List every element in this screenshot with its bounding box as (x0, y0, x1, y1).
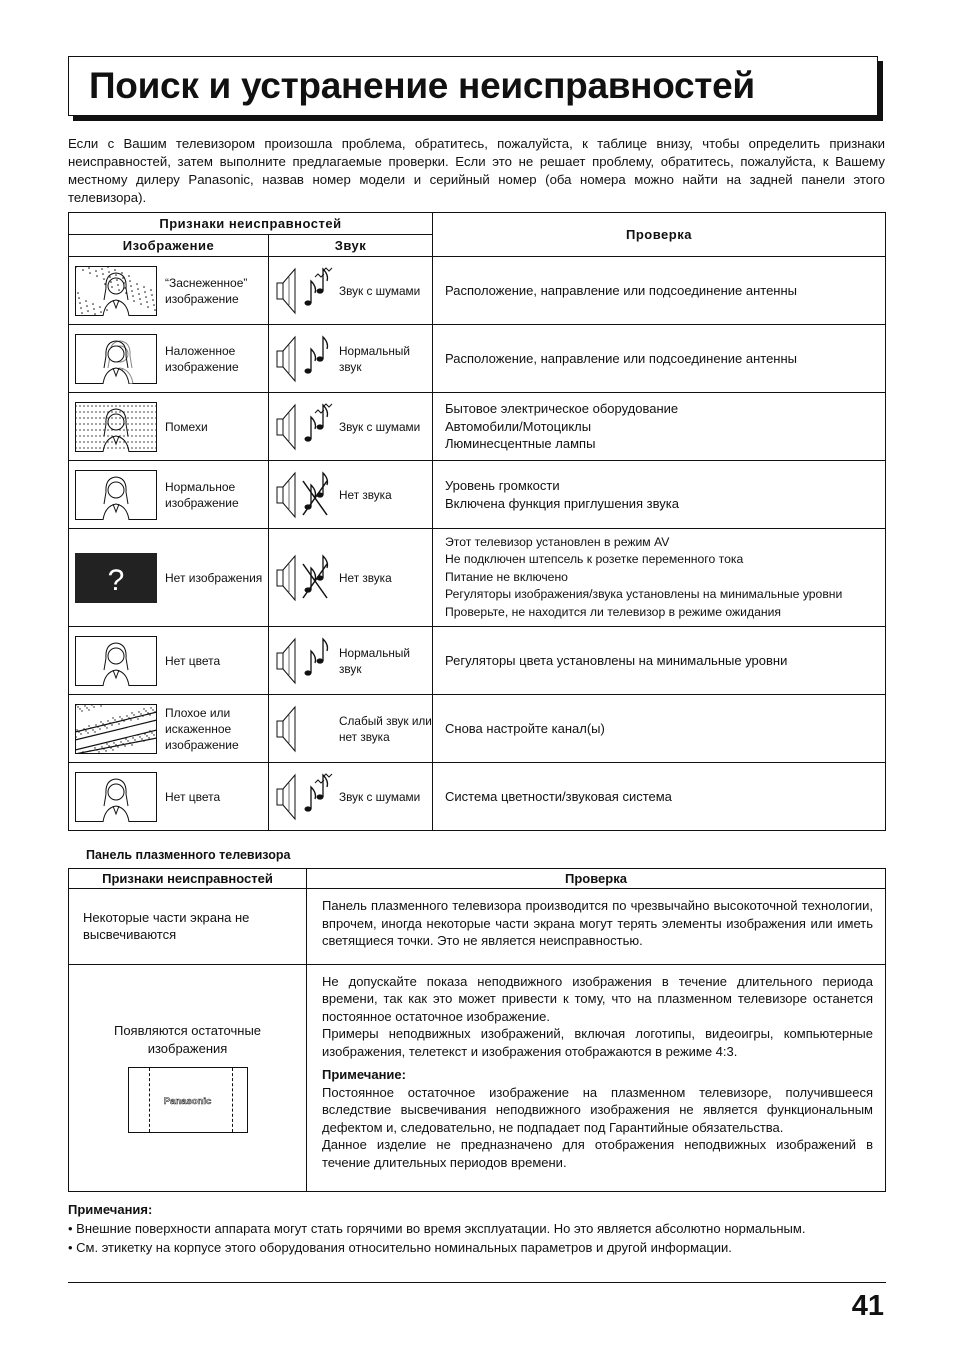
symptom-text: Некоторые части экрана не высвечиваются (83, 909, 250, 943)
normal-sound-icon (275, 331, 335, 387)
sound-label: Слабый звук или нет звука (339, 713, 432, 744)
notes (68, 1200, 805, 1257)
picture-label: Нет цвета (165, 789, 221, 804)
normal-picture-icon (75, 772, 157, 822)
noisy-sound-icon (275, 769, 335, 825)
troubleshooting-table (68, 212, 886, 831)
intro-paragraph: Если с Вашим телевизором произошла проблема, обратитесь, пожалуйста, к таблице внизу, чтобы определить признаки неисправностей, затем выполните предлагаемые проверки. Если это не решает проблему, обратитесь, пожалуйста, к Вашему местному дилеру Panasonic, назвав номер модели и серийный номер (оба номера можно найти на задней панели этого телевизора). (68, 136, 885, 205)
picture-label: “Заснеженное” изображение (165, 275, 248, 306)
table-row (69, 529, 886, 627)
sound-label: Нормальный звук (339, 343, 410, 374)
sound-label: Звук с шумами (339, 283, 421, 298)
plasma-table (68, 868, 886, 1192)
picture-cell (69, 763, 269, 831)
check-cell (433, 325, 886, 393)
check-item: Проверьте, не находится ли телевизор в режиме ожидания (445, 604, 782, 619)
ghost-picture-icon (75, 334, 157, 384)
check-item: Система цветности/звуковая система (445, 788, 672, 804)
picture-label: Плохое или искаженное изображение (165, 705, 239, 752)
weak-sound-icon (275, 701, 335, 757)
sound-cell (269, 529, 433, 627)
sound-cell (269, 763, 433, 831)
check-item: Регуляторы цвета установлены на минимальные уровни (445, 652, 788, 668)
plasma-header-symptoms: Признаки неисправностей (69, 869, 307, 889)
check-paragraph: Примеры неподвижных изображений, включая логотипы, видеоигры, компьютерные изображения, телетекст и изображения отображаются в режиме 4:3. (322, 1026, 873, 1059)
sound-cell (269, 393, 433, 461)
note-paragraph: Постоянное остаточное изображение на плазменном телевизоре, получившееся вследствие высвечивания неподвижного изображения не является функциональным дефектом и, следовательно, не подпадает под Гарантийные обязательства. (322, 1084, 873, 1135)
table-row (69, 393, 886, 461)
symptom-text: Появляются остаточные изображения (113, 1023, 262, 1056)
table-row (69, 325, 886, 393)
sound-cell (269, 461, 433, 529)
check-cell (433, 763, 886, 831)
check-cell (433, 257, 886, 325)
snowy-picture-icon (75, 266, 157, 316)
no-picture-icon (75, 553, 157, 603)
note-paragraph: Данное изделие не предназначено для отображения неподвижных изображений в течение длительных периодов времени. (322, 1137, 873, 1170)
check-item: Люминесцентные лампы (445, 436, 596, 452)
picture-cell (69, 529, 269, 627)
check-item: Автомобили/Мотоциклы (445, 418, 592, 434)
table-row (69, 763, 886, 831)
picture-cell (69, 325, 269, 393)
check-cell (433, 461, 886, 529)
svg-text:?: ? (107, 563, 125, 597)
plasma-caption: Панель плазменного телевизора (86, 848, 291, 862)
sound-cell (269, 695, 433, 763)
picture-cell (69, 627, 269, 695)
interference-picture-icon (75, 402, 157, 452)
check-cell (433, 393, 886, 461)
check-item: Бытовое электрическое оборудование (445, 401, 679, 417)
normal-picture-icon (75, 470, 157, 520)
note-item: • Внешние поверхности аппарата могут стать горячими во время эксплуатации. Но это является абсолютно нормальным. (68, 1221, 806, 1236)
header-sound: Звук (269, 235, 433, 257)
picture-label: Помехи (165, 419, 208, 434)
plasma-row2-check (307, 964, 886, 1191)
sound-label: Нет звука (339, 487, 392, 502)
panasonic-logo: Panasonic (163, 1096, 212, 1107)
sound-label: Звук с шумами (339, 419, 421, 434)
plasma-header-check: Проверка (307, 869, 886, 889)
check-item: Расположение, направление или подсоединение антенны (445, 282, 798, 298)
plasma-row1-check: Панель плазменного телевизора производится по чрезвычайно высокоточной технологии, впрочем, иногда некоторые части экрана могут терять элементы изображения или иметь светящиеся точки. Это не является неисправностью. (307, 889, 886, 965)
page-title: Поиск и устранение неисправностей (89, 65, 755, 106)
notes-title: Примечания: (68, 1202, 153, 1217)
afterimage-illustration (128, 1067, 248, 1133)
picture-label: Наложенное изображение (165, 343, 239, 374)
picture-cell (69, 393, 269, 461)
note-item: • См. этикетку на корпусе этого оборудования относительно номинальных параметров и другой информации. (68, 1240, 732, 1255)
no-sound-icon (275, 550, 335, 606)
picture-label: Нет цвета (165, 653, 221, 668)
normal-sound-icon (275, 633, 335, 689)
table-row (69, 627, 886, 695)
title-box (68, 56, 878, 116)
noisy-sound-icon (275, 263, 335, 319)
sound-label: Нет звука (339, 570, 392, 585)
check-cell (433, 695, 886, 763)
plasma-row2-symptom (69, 964, 307, 1191)
check-item: Расположение, направление или подсоединение антенны (445, 350, 798, 366)
check-cell (433, 627, 886, 695)
check-item: Уровень громкости (445, 478, 560, 493)
table-row (69, 257, 886, 325)
picture-label: Нет изображения (165, 570, 263, 585)
sound-label: Звук с шумами (339, 789, 421, 804)
normal-picture-icon (75, 636, 157, 686)
header-check: Проверка (433, 213, 886, 257)
check-cell (433, 529, 886, 627)
table-row (69, 461, 886, 529)
check-item: Питание не включено (445, 569, 568, 584)
header-picture: Изображение (69, 235, 269, 257)
check-item: Регуляторы изображения/звука установлены на минимальные уровни (445, 587, 843, 602)
table-row (69, 695, 886, 763)
picture-cell (69, 695, 269, 763)
no-sound-icon (275, 467, 335, 523)
picture-cell (69, 461, 269, 529)
header-symptoms: Признаки неисправностей (69, 213, 433, 235)
footer-divider (68, 1282, 886, 1283)
check-item: Этот телевизор установлен в режим AV (445, 534, 670, 549)
page-number: 41 (851, 1290, 884, 1322)
note-title: Примечание: (322, 1067, 406, 1082)
sound-cell (269, 627, 433, 695)
sound-cell (269, 325, 433, 393)
check-item: Включена функция приглушения звука (445, 495, 679, 511)
sound-label: Нормальный звук (339, 645, 410, 676)
noisy-sound-icon (275, 399, 335, 455)
check-item: Не подключен штепсель к розетке переменного тока (445, 552, 744, 567)
check-item: Снова настройте канал(ы) (445, 720, 605, 736)
poor-picture-icon (75, 704, 157, 754)
picture-label: Нормальное изображение (165, 479, 239, 510)
picture-cell (69, 257, 269, 325)
sound-cell (269, 257, 433, 325)
plasma-row1-symptom (69, 889, 307, 965)
check-paragraph: Не допускайте показа неподвижного изображения в течение длительного периода времени, так как это может привести к тому, что на плазменном телевизоре останется постоянное остаточное изображение. (322, 973, 873, 1024)
